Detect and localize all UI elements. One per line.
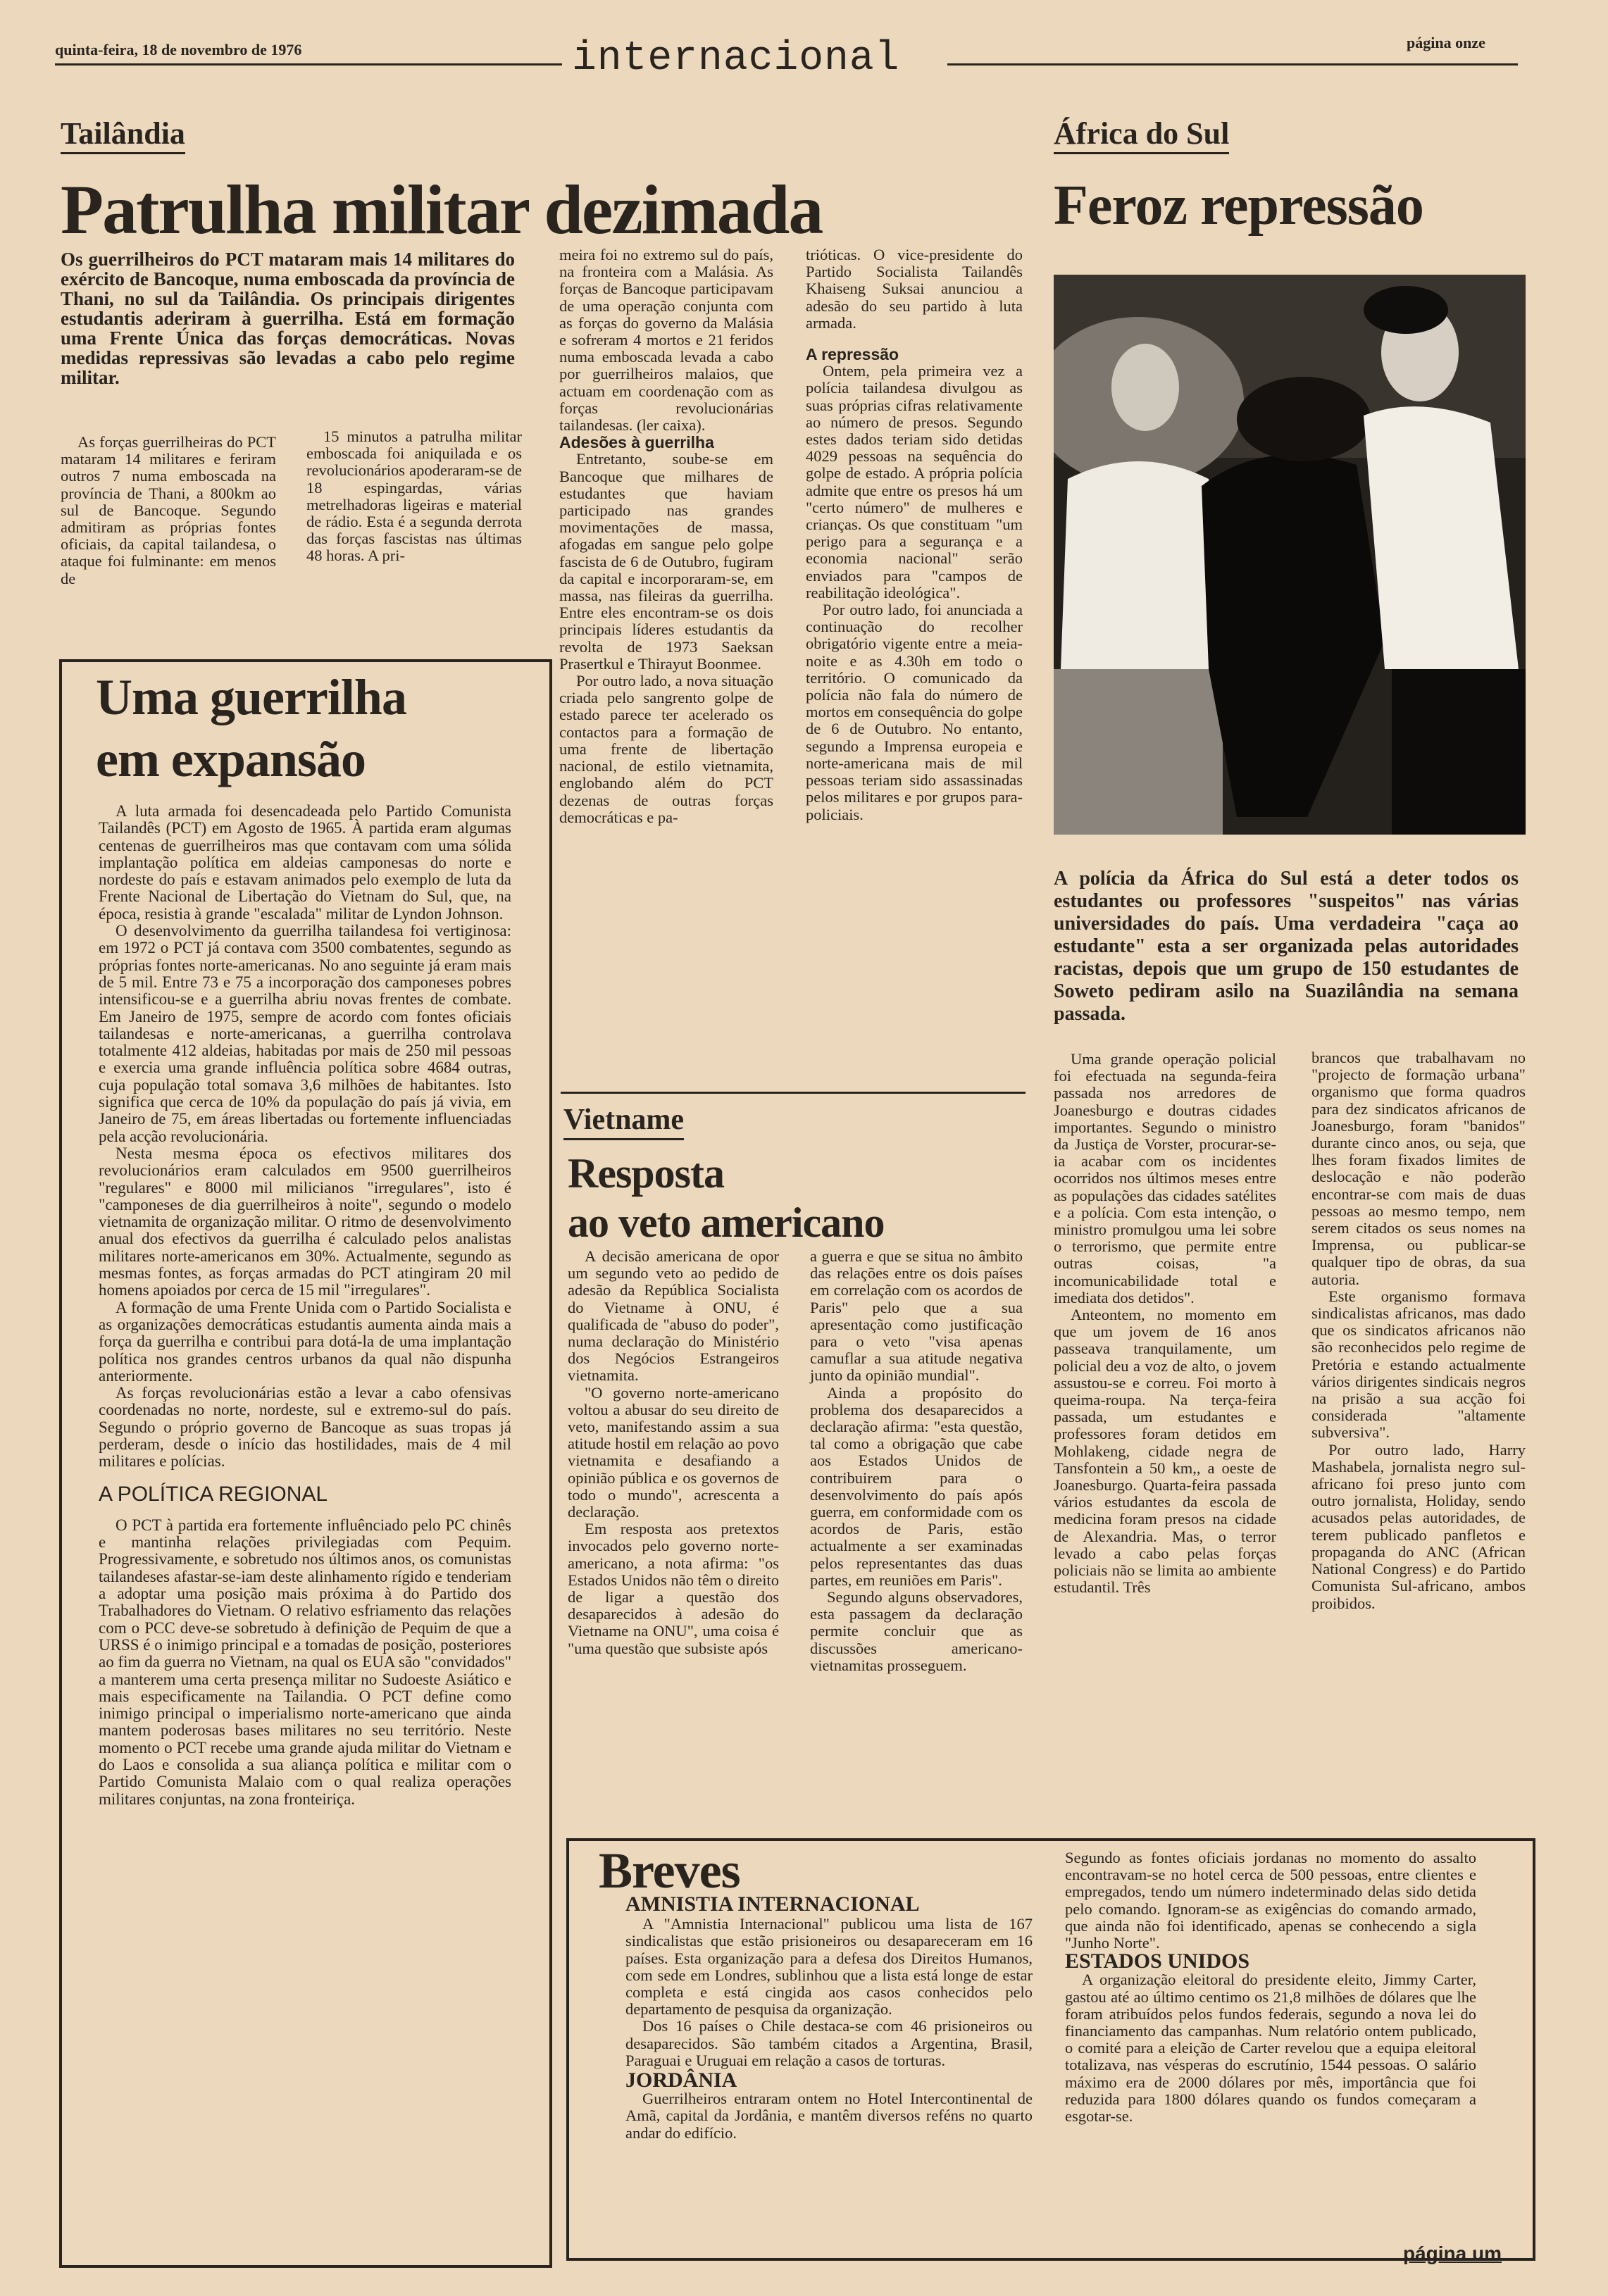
headline-vietname-2: ao veto americano [568, 1199, 885, 1246]
africa-col2: brancos que trabalhavam no "projecto de formação urbana" organismo que forma quadros para dez sindicatos africanos de Joanesburgo, foram "banidos" durante cinco anos, ou seja, que lhes foram fixados limites de deslocação e não poderão encontrar-se com mais de duas pessoas ao mesmo tempo, nem serem citados os seus nomes na Imprensa, ou publicar-se qualquer tipo de obras, da sua autoria. Este organismo formava sindicalistas africanos, mas dado que os sindicatos africanos não são reconhecidos pelo regime de Pretória e estando actualmente vários dirigentes sindicais negros na prisão a sua acção foi considerada "altamente subversiva". Por outro lado, Harry Mashabela, jornalista negro sul-africano foi preso junto com outro jornalista, Holiday, sendo acusados pelas autoridades, de terem publicado panfletos e propaganda do ANC (African National Congress) e do Partido Comunista Sul-africano, ambos proibidos. [1311, 1049, 1526, 1612]
section-tag-tailandia: Tailândia [61, 117, 185, 154]
header-date: quinta-feira, 18 de novembro de 1976 [55, 41, 302, 58]
section-tag-vietname: Vietname [563, 1103, 684, 1140]
headline-guerrilha-2: em expansão [96, 731, 366, 787]
guerrilha-body: A luta armada foi desencadeada pelo Partido Comunista Tailandês (PCT) em Agosto de 1965. À partida eram algumas centenas de guerrilheiros mas que contavam com uma sólida implantação política em aldeias camponesas do norte e nordeste do país e estavam animados pelo exemplo de luta da Frente Nacional de Libertação do Vietnam do Sul, que, na época, resistia à grande "escalada" militar de Lyndon Johnson. O desenvolvimento da guerrilha tailandesa foi vertiginosa: em 1972 o PCT já contava com 3500 combatentes, segundo as próprias fontes norte-americanas. No ano seguinte já eram mais de 5 mil. Entre 73 e 75 a incorporação dos camponeses pobres intensificou-se e a guerrilha abriu novas frentes de combate. Em Janeiro de 1975, sempre de acordo com fontes oficiais tailandesas e norte-americanas, a guerrilha controlava totalmente 412 aldeias, habitadas por mais de 250 mil pessoas e exercia uma grande influência política sobre 4684 outras, cuja população total somava 3,6 milhões de habitantes. Isto significa que cerca de 10% da população do país já vivia, em Janeiro de 75, em áreas libertadas ou fortemente influenciadas pela acção revolucionária. Nesta mesma época os efectivos militares dos revolucionários eram calculados em 9500 guerrilheiros "regulares" e 8000 mil milicianos "irregulares", isto é "camponeses de dia guerrilheiros à noite", segundo o modelo vietnamita de organização militar. O ritmo de desenvolvimento anual dos efectivos da guerrilha é calculado pelos analistas militares norte-americanos em 30%. Actualmente, segundo as mesmas fontes, as forças armadas do PCT atingiram 20 mil homens apoiados por cerca de 15 mil "irregulares". A formação de uma Frente Unida com o Partido Socialista e as organizações democráticas estudantis aumenta ainda mais a força da guerrilha e contribui para dotá-la de uma implantação política nos grandes centros urbanos da qual não dispunha anteriormente. As forças revolucionárias estão a levar a cabo ofensivas coordenadas no norte, nordeste, sul e extremo-sul do país. Segundo o próprio governo de Bancoque as suas tropas já perderam, desde o início das hostilidades, mais de 4 mil militares e polícias. A POLÍTICA REGIONAL O PCT à partida era fortemente influênciado pelo PC chinês e mantinha relações privilegiadas com Pequim. Progressivamente, e sobretudo nos últimos anos, os comunistas tailandeses afastar-se-iam deste alinhamento rígido e tenderiam a adoptar uma posição mais próxima à do Partido dos Trabalhadores do Vietnam. O relativo esfriamento das relações com o PCC deve-se sobretudo à definição de Pequim de que a URSS é o inimigo principal e a tomadas de posição, posteriores ao fim da guerra no Vietnam, na qual os EUA são "convidados" a manterem uma certa presença militar no Sudoeste Asiático e mais especificamente na Tailandia. O PCT define como inimigo principal o imperialismo norte-americano que ainda mantem poderosas bases militares no seu território. Neste momento o PCT recebe uma grande ajuda militar do Vietnam e do Laos e consolida a sua aliança política e militar com o Partido Comunista Malaio com o qual realiza operações militares conjuntas, na zona fronteiriça. [99, 802, 511, 1808]
photo-illustration [1054, 275, 1526, 835]
headline-tailandia: Patrulha militar dezimada [61, 170, 823, 249]
header-rule-left [55, 63, 562, 65]
africa-photo [1054, 275, 1526, 835]
headline-breves: Breves [599, 1842, 740, 1899]
section-tag-africa: África do Sul [1054, 117, 1229, 154]
subhead-jordania: JORDÂNIA [625, 2069, 737, 2092]
subhead-politica-regional: A POLÍTICA REGIONAL [99, 1482, 328, 1506]
header-page: página onze [1407, 34, 1485, 51]
headline-guerrilha-1: Uma guerrilha [96, 669, 406, 725]
footer-page-ref[interactable]: página um [1403, 2242, 1502, 2264]
africa-col1: Uma grande operação policial foi efectuada na segunda-feira passada nos arredores de Joanesburgo e doutras cidades importantes. Segundo o ministro da Justiça de Vorster, procurar-se-ia acabar com os incidentes ocorridos nos últimos meses entre as populações das cidades satélites e a polícia. Com esta intenção, o ministro promulgou uma lei sobre o terrorismo, que permite entre outras coisas, "a incomunicabilidade total e imediata dos detidos". Anteontem, no momento em que um jovem de 16 anos passeava tranquilamente, um policial deu a voz de alto, o jovem assustou-se e correu. Foi morto à queima-roupa. Na terça-feira passada, um estudantes e professores foram detidos em Mohlakeng, cidade negra de Tansfontein a 50 km,, a oeste de Joanesburgo. Quarta-feira passada vários estudantes da escola de medicina foram presos na cidade de Alexandria. Mas, o terror levado a cabo pelas forças policiais não se limita ao ambiente estudantil. Três [1054, 1050, 1276, 1597]
headline-vietname-1: Resposta [568, 1150, 725, 1197]
headline-africa: Feroz repressão [1054, 175, 1423, 237]
tailandia-col1: As forças guerrilheiras do PCT mataram 14 militares e feriram outros 7 numa emboscada na província de Thani, a 800km ao sul de Bancoque. Segundo admitiram as próprias fontes oficiais, da capital tailandesa, o ataque foi fulminante: em menos de [61, 433, 276, 587]
breves-col1: AMNISTIA INTERNACIONAL A "Amnistia Internacional" publicou uma lista de 167 sindicalistas que estão prisioneiros ou desapareceram em 16 países. Esta organização para a defesa dos Direitos Humanos, com sede em Londres, sublinhou que a lista está longe de estar completa e está cingida aos casos conhecidos pelo departamento de pesquisa da organização. Dos 16 países o Chile destaca-se com 46 prisioneiros ou desaparecidos. São também citados a Argentina, Brasil, Paraguai e Uruguai em relação a casos de torturas. JORDÂNIA Guerrilheiros entraram ontem no Hotel Intercontinental de Amã, capital da Jordânia, e mantêm diversos reféns no quarto andar do edifício. [625, 1892, 1033, 2142]
breves-col2: Segundo as fontes oficiais jordanas no momento do assalto encontravam-se no hotel cerca de 500 pessoas, entre clientes e empregados, tendo um número indeterminado delas sido detida pelo comando. Ignoram-se as exigências do comando armado, que ainda não foi identificado, apenas se conhecendo a sigla "Junho Norte". ESTADOS UNIDOS A organização eleitoral do presidente eleito, Jimmy Carter, gastou até ao último centimo os 21,8 milhões de dólares que lhe foram atribuídos pelos fundos federais, segundo a nova lei do financiamento das campanhas. Num relatório ontem publicado, o comité para a eleição de Carter revelou que a equipa eleitoral totalizava, nas vésperas do escrutínio, 1544 pessoas. O salário máximo era de 2000 dólares por mês, importância que foi reduzida para 1800 dólares quando os fundos começaram a esgotar-se. [1065, 1849, 1476, 2126]
header-rule-right [947, 63, 1518, 65]
subhead-repressao: A repressão [806, 345, 899, 364]
vietname-col2: a guerra e que se situa no âmbito das relações entre os dois países em correlação com os acordos de Paris" pelo que a sua apresentação como justificação para o veto "visa apenas camuflar a sua atitude negativa junto da opinião mundial". Ainda a propósito do problema dos desaparecidos a declaração afirma: "esta questão, tal como a obrigação que cabe aos Estados Unidos de contribuirem para o desenvolvimento do país após guerra, em conformidade com os acordos de Paris, estão actualmente a ser examinadas pelos representantes das duas partes, em reuniões em Paris". Segundo alguns observadores, esta passagem da declaração permite concluir que as discussões americano-vietnamitas prosseguem. [810, 1247, 1023, 1674]
tailandia-col4: trióticas. O vice-presidente do Partido Socialista Tailandês Khaiseng Suksai anunciou a adesão do seu partido à luta armada. A repressão Ontem, pela primeira vez a polícia tailandesa divulgou as suas próprias cifras relativamente ao número de presos. Segundo estes dados teriam sido detidas 4029 pessoas na sequência do golpe de estado. A própria polícia admite que entre os presos há um "certo número" de mulheres e crianças. Os que constituam "um perigo para a segurança e a economia nacional" serão enviados para "campos de reabilitação ideológica". Por outro lado, foi anunciada a continuação do recolher obrigatório vigente entre a meia-noite e as 4.30h em todo o território. O comunicado da polícia não fala do número de mortos em consequência do golpe de 6 de Outubro. No entanto, segundo a Imprensa europeia e norte-americana mais de mil pessoas teriam sido assassinadas pelos militares e por grupos para-policiais. [806, 246, 1023, 823]
tailandia-col2: 15 minutos a patrulha militar emboscada foi aniquilada e os revolucionários apoderaram-se de 18 espingardas, várias metrelhadoras ligeiras e material de rádio. Esta é a segunda derrota das forças fascistas nas últimas 48 horas. A pri- [306, 428, 522, 565]
rule-above-vietname [561, 1092, 1026, 1094]
subhead-amnistia: AMNISTIA INTERNACIONAL [625, 1892, 920, 1916]
lead-tailandia: Os guerrilheiros do PCT mataram mais 14 militares do exército de Bancoque, numa emboscada da província de Thani, no sul da Tailândia. Os principais dirigentes estudantis aderiram à guerrilha. Está em formação uma Frente Única das forças democráticas. Novas medidas repressivas são levadas a cabo pelo regime militar. [61, 249, 515, 388]
subhead-adesoes: Adesões à guerrilha [559, 433, 714, 452]
tailandia-col3: meira foi no extremo sul do país, na fronteira com a Malásia. As forças de Bancoque participavam de uma operação conjunta com as forças do governo da Malásia e sofreram 4 mortos e 21 feridos numa emboscada levada a cabo por guerrilheiros malaios, que actuam em coordenação com as forças revolucionárias tailandesas. (ler caixa). Adesões à guerrilha Entretanto, soube-se em Bancoque que milhares de estudantes que haviam participado nas grandes movimentações de massa, afogadas em sangue pelo golpe fascista de 6 de Outubro, fugiram da capital e incorporaram-se, em massa, nas fileiras da guerrilha. Entre eles encontram-se os dois principais líderes estudantis da revolta de 1973 Saeksan Prasertkul e Thirayut Boonmee. Por outro lado, a nova situação criada pelo sangrento golpe de estado parece ter acelerado os contactos para a formação de uma frente de libertação nacional, de estilo vietnamita, englobando além do PCT dezenas de outras forças democráticas e pa- [559, 246, 773, 826]
vietname-col1: A decisão americana de opor um segundo veto ao pedido de adesão da República Socialista do Vietname à ONU, é qualificada de "abuso do poder", numa declaração do Ministério dos Negócios Estrangeiros vietnamita. "O governo norte-americano voltou a abusar do seu direito de veto, manifestando assim a sua atitude hostil em relação ao povo vietnamita e desafiando a opinião pública e os governos de todo o mundo", acrescenta a declaração. Em resposta aos pretextos invocados pelo governo norte-americano, a nota afirma: "os Estados Unidos não têm o direito de ligar a questão dos desaparecidos à adesão do Vietname na ONU", uma coisa é "uma questão que subsiste após [568, 1247, 779, 1657]
section-title: internacional [572, 36, 900, 82]
lead-africa: A polícia da África do Sul está a deter todos os estudantes ou professores "suspeitos" nas várias universidades do país. Uma verdadeira "caça ao estudante" esta a ser organizada pelas autoridades racistas, depois que um grupo de 150 estudantes de Soweto pediram asilo na Suazilândia na semana passada. [1054, 868, 1519, 1025]
subhead-eua: ESTADOS UNIDOS [1065, 1949, 1250, 1973]
